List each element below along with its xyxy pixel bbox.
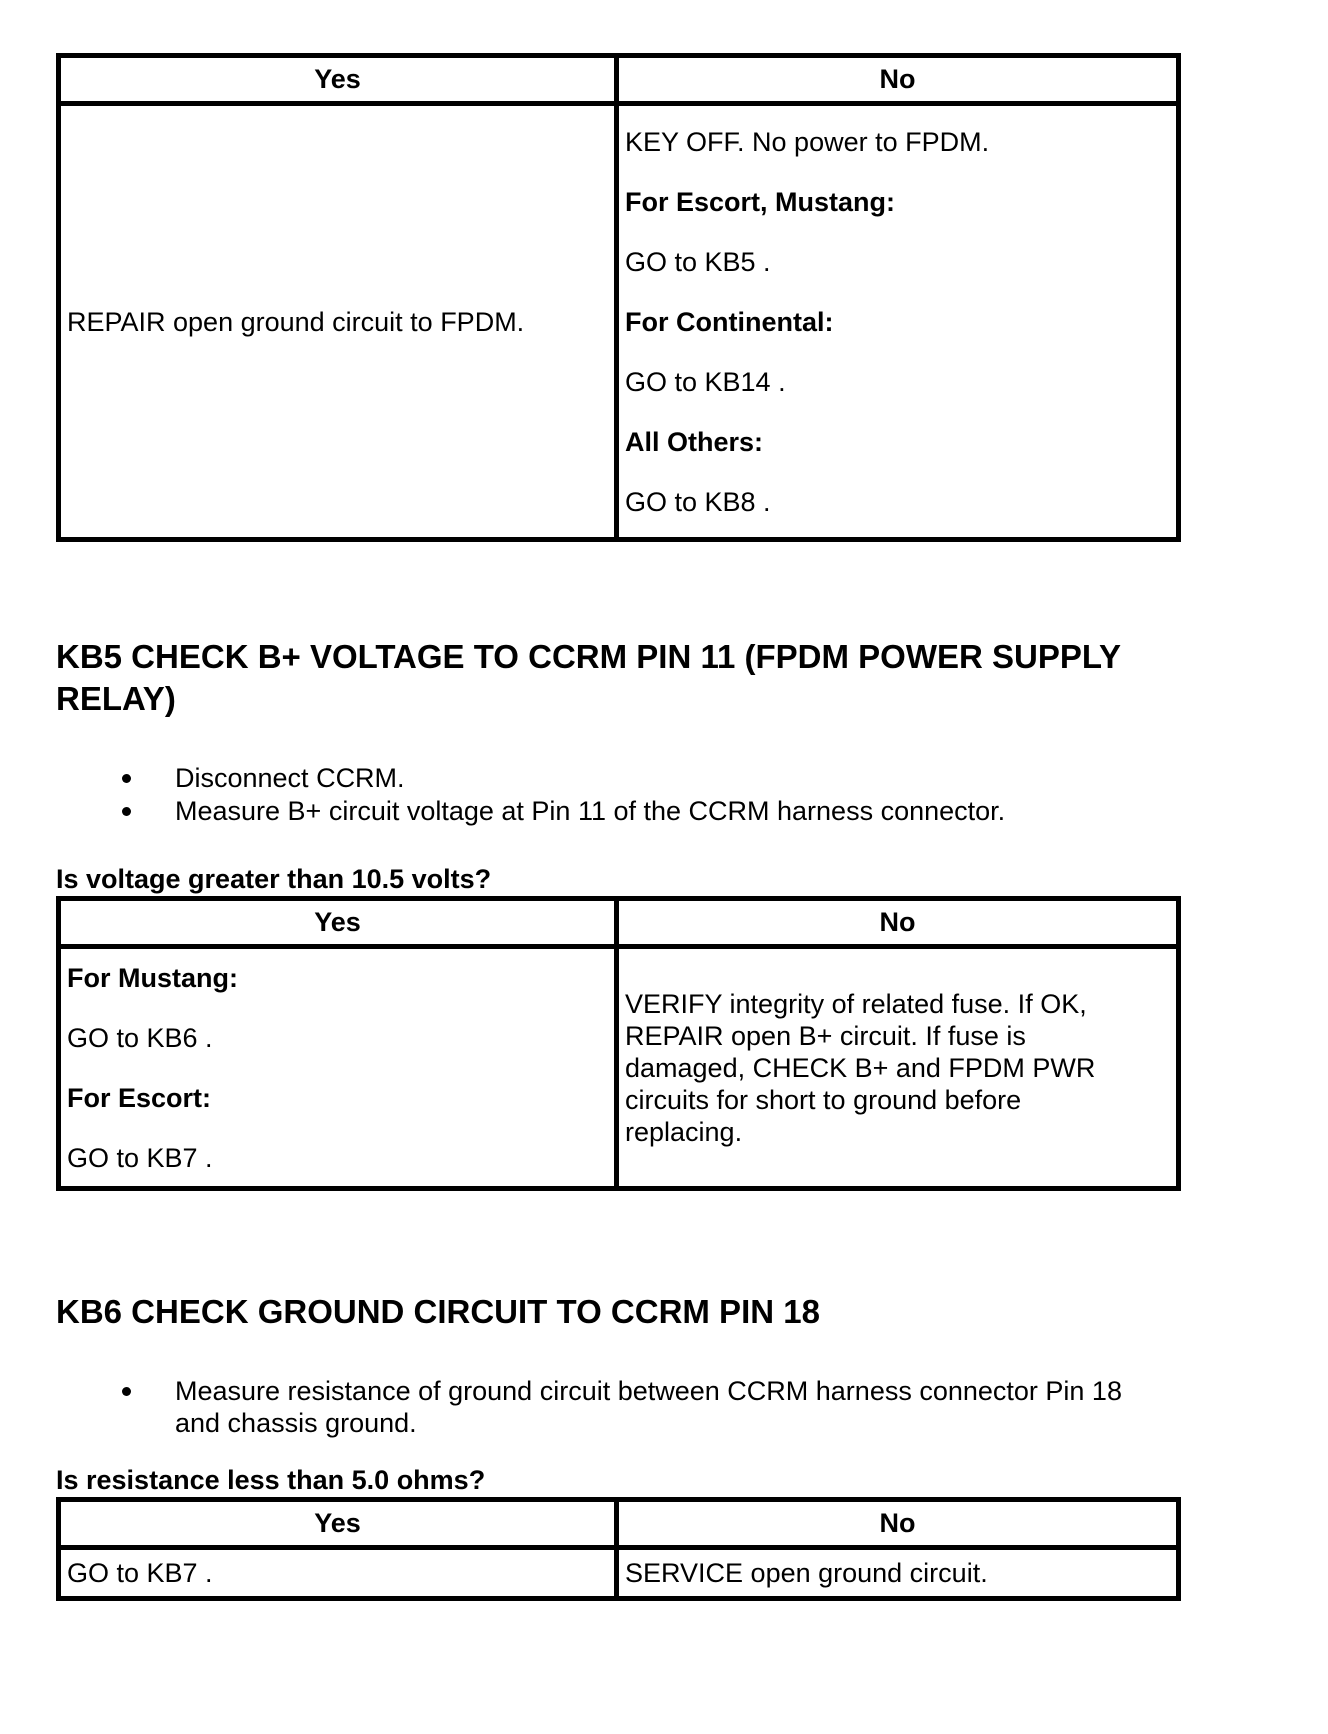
kb5-question: Is voltage greater than 10.5 volts? bbox=[56, 864, 492, 894]
cell-paragraph: KEY OFF. No power to FPDM. bbox=[625, 126, 990, 157]
table2-header-yes: Yes bbox=[59, 899, 617, 947]
table2-no-cell bbox=[617, 947, 1179, 1189]
table3-header-yes: Yes bbox=[59, 1500, 617, 1548]
decision-table-kb5 bbox=[56, 896, 1181, 1191]
kb6-question: Is resistance less than 5.0 ohms? bbox=[56, 1465, 486, 1495]
cell-paragraph: GO to KB6 . bbox=[67, 1022, 213, 1053]
kb6-bullet-list bbox=[56, 1375, 1176, 1439]
cell-paragraph: For Escort, Mustang: bbox=[625, 186, 896, 217]
bullet-text: Measure B+ circuit voltage at Pin 11 of the CCRM harness connector. bbox=[175, 796, 1006, 826]
cell-paragraph: For Escort: bbox=[67, 1082, 212, 1113]
cell-paragraph: For Continental: bbox=[625, 306, 834, 337]
table2-header-row bbox=[59, 899, 1179, 947]
table2-body-row bbox=[59, 947, 1179, 1189]
cell-paragraph: All Others: bbox=[625, 426, 764, 457]
table1-yes-cell bbox=[59, 104, 617, 540]
cell-paragraph: VERIFY integrity of related fuse. If OK, REPAIR open B+ circuit. If fuse is damaged, CHECK B+ and FPDM PWR circuits for short to ground before replacing. bbox=[625, 988, 1096, 1147]
table1-no-cell bbox=[617, 104, 1179, 540]
kb5-section-heading: KB5 CHECK B+ VOLTAGE TO CCRM PIN 11 (FPDM POWER SUPPLY RELAY) bbox=[56, 638, 1121, 717]
table3-header-no: No bbox=[617, 1500, 1179, 1548]
cell-paragraph: For Mustang: bbox=[67, 962, 238, 993]
cell-paragraph: GO to KB8 . bbox=[625, 486, 771, 517]
table3-header-row bbox=[59, 1500, 1179, 1548]
decision-table-1 bbox=[56, 53, 1181, 542]
bullet-icon bbox=[122, 774, 131, 783]
cell-paragraph: GO to KB7 . bbox=[67, 1558, 213, 1588]
table1-body-row bbox=[59, 104, 1179, 540]
table3-yes-cell bbox=[59, 1548, 617, 1599]
table3-no-cell bbox=[617, 1548, 1179, 1599]
table2-yes-cell bbox=[59, 947, 617, 1189]
decision-table-kb6 bbox=[56, 1497, 1181, 1601]
cell-paragraph: GO to KB5 . bbox=[625, 246, 771, 277]
bullet-item bbox=[122, 762, 1176, 795]
table1-header-yes: Yes bbox=[59, 56, 617, 104]
table3-body-row bbox=[59, 1548, 1179, 1599]
bullet-text: Disconnect CCRM. bbox=[175, 763, 405, 793]
kb5-bullet-list bbox=[56, 762, 1176, 828]
table1-header-row bbox=[59, 56, 1179, 104]
bullet-item bbox=[122, 795, 1176, 828]
bullet-icon bbox=[122, 1387, 131, 1396]
cell-paragraph: SERVICE open ground circuit. bbox=[625, 1558, 988, 1588]
cell-paragraph: GO to KB7 . bbox=[67, 1142, 213, 1173]
table1-header-no: No bbox=[617, 56, 1179, 104]
kb6-section-heading: KB6 CHECK GROUND CIRCUIT TO CCRM PIN 18 bbox=[56, 1293, 820, 1330]
bullet-icon bbox=[122, 807, 131, 816]
cell-paragraph: REPAIR open ground circuit to FPDM. bbox=[67, 306, 525, 337]
bullet-item bbox=[122, 1375, 1123, 1439]
table2-header-no: No bbox=[617, 899, 1179, 947]
cell-paragraph: GO to KB14 . bbox=[625, 366, 786, 397]
bullet-text: Measure resistance of ground circuit between CCRM harness connector Pin 18 and chassis ground. bbox=[175, 1376, 1122, 1438]
